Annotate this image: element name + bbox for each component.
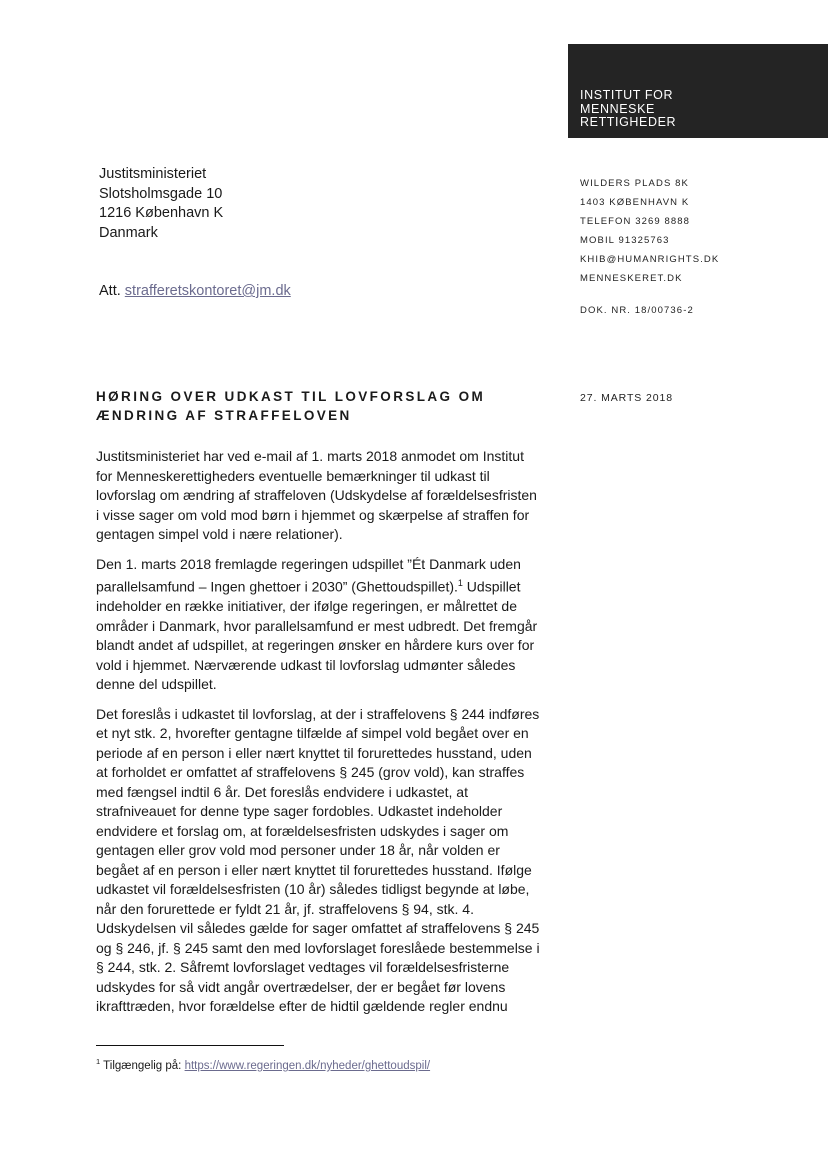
- paragraph-2: [96, 555, 566, 695]
- contact-web: MENNESKERET.DK: [580, 273, 683, 284]
- text-line: endvidere et forslag om, at forældelsesfristen udskydes i sager om: [96, 822, 509, 839]
- text-line: denne del udspillet.: [96, 676, 217, 693]
- text-line: for Menneskerettigheders eventuelle bemærkninger til udkast til: [96, 467, 490, 484]
- footnote-divider: [96, 1045, 284, 1046]
- text-line: gentagen eller grov vold mod personer under 18 år, når volden er: [96, 842, 500, 859]
- letter-body: [96, 447, 566, 1027]
- footnote-link[interactable]: https://www.regeringen.dk/nyheder/ghettoudspil/: [184, 1059, 431, 1072]
- text-line: et nyt stk. 2, hvorefter gentagne tilfælde af simpel vold begået over en: [96, 725, 529, 742]
- text-line: udkastet vil forældelsesfristen (10 år) således tidligst begynde at løbe,: [96, 881, 530, 898]
- recipient-city: 1216 København K: [99, 205, 224, 221]
- text-line: med fængsel indtil 6 år. Det foreslås endvidere i udkastet, at: [96, 783, 468, 800]
- text-segment: parallelsamfund – Ingen ghettoer i 2030” (Ghettoudspillet).: [96, 578, 458, 595]
- text-line: Udskydelsen vil således gælde for sager omfattet af straffelovens § 245: [96, 920, 540, 937]
- logo-line: RETTIGHEDER: [580, 115, 677, 129]
- text-line: lovforslag om ændring af straffeloven (Udskydelse af forældelsesfristen: [96, 487, 537, 503]
- text-line: Justitsministeriet har ved e-mail af 1. marts 2018 anmodet om Institut: [96, 448, 524, 464]
- text-line: Den 1. marts 2018 fremlagde regeringen udspillet ”Ét Danmark uden: [96, 555, 521, 572]
- logo-wordmark: [580, 89, 676, 130]
- text-line: begået af en person i eller nært knyttet til forurettedes husstand. Ifølge: [96, 861, 532, 878]
- text-line: periode af en person i eller nært knyttet til forurettedes husstand, uden: [96, 744, 532, 761]
- att-email-link[interactable]: strafferetskontoret@jm.dk: [124, 283, 291, 299]
- contact-phone: TELEFON 3269 8888: [580, 216, 691, 227]
- text-line: områder i Danmark, hvor parallelsamfund er mest udbredt. Det fremgår: [96, 617, 538, 634]
- paragraph-3: [96, 705, 566, 1017]
- recipient-name: Justitsministeriet: [99, 166, 207, 182]
- contact-mobile: MOBIL 91325763: [580, 235, 670, 246]
- footnote-label: Tilgængelig på:: [103, 1059, 182, 1072]
- text-line: [96, 574, 566, 597]
- logo-line: INSTITUT FOR: [580, 88, 674, 102]
- title-line: HØRING OVER UDKAST TIL LOVFORSLAG OM: [96, 389, 486, 404]
- text-line: blandt andet af udspillet, at regeringen ønsker en hårdere kurs over for: [96, 637, 535, 654]
- text-line: ikrafttræden, hvor forældelse efter de hidtil gældende regler endnu: [96, 998, 508, 1015]
- title-line: ÆNDRING AF STRAFFELOVEN: [96, 408, 352, 423]
- institute-logo: [568, 44, 828, 138]
- footnote-mark: 1: [96, 1057, 101, 1066]
- att-label: Att.: [99, 283, 121, 299]
- recipient-country: Danmark: [99, 224, 158, 241]
- text-line: vold i hjemmet. Nærværende udkast til lovforslag udmønter således: [96, 656, 516, 673]
- text-line: i visse sager om vold mod børn i hjemmet og skærpelse af straffen for: [96, 506, 530, 523]
- sender-contact-block: [580, 174, 719, 288]
- paragraph-1: [96, 447, 566, 545]
- contact-address: WILDERS PLADS 8K: [580, 178, 689, 189]
- text-line: indeholder en række initiativer, der ifølge regeringen, er målrettet de: [96, 598, 517, 615]
- document-number: DOK. NR. 18/00736-2: [580, 305, 694, 316]
- text-segment: Udspillet: [462, 578, 521, 595]
- contact-city: 1403 KØBENHAVN K: [580, 197, 690, 208]
- letter-title: [96, 387, 485, 425]
- text-line: strafniveauet for denne type sager fordobles. Udkastet indeholder: [96, 803, 503, 820]
- text-line: når den forurettede er fyldt 21 år, jf. straffelovens § 94, stk. 4.: [96, 900, 474, 917]
- text-line: gentagen simpel vold i nære relationer).: [96, 526, 343, 542]
- text-line: og § 246, jf. § 245 samt den med lovforslaget foreslåede bestemmelse i: [96, 939, 540, 956]
- letter-date: 27. MARTS 2018: [580, 392, 673, 404]
- text-line: § 244, stk. 2. Såfremt lovforslaget vedtages vil forældelsesfristerne: [96, 959, 510, 976]
- attention-line: [99, 283, 291, 299]
- text-line: udskydes for så vidt angår overtrædelser, der er begået før lovens: [96, 978, 506, 995]
- footnote: [96, 1057, 430, 1072]
- recipient-address: [99, 165, 223, 243]
- recipient-street: Slotsholmsgade 10: [99, 185, 223, 202]
- footnote-reference: 1: [457, 578, 463, 588]
- contact-email: KHIB@HUMANRIGHTS.DK: [580, 254, 720, 265]
- text-line: Det foreslås i udkastet til lovforslag, at der i straffelovens § 244 indføres: [96, 705, 540, 722]
- text-line: at forholdet er omfattet af straffelovens § 245 (grov vold), kan straffes: [96, 764, 525, 781]
- logo-line: MENNESKE: [580, 101, 655, 116]
